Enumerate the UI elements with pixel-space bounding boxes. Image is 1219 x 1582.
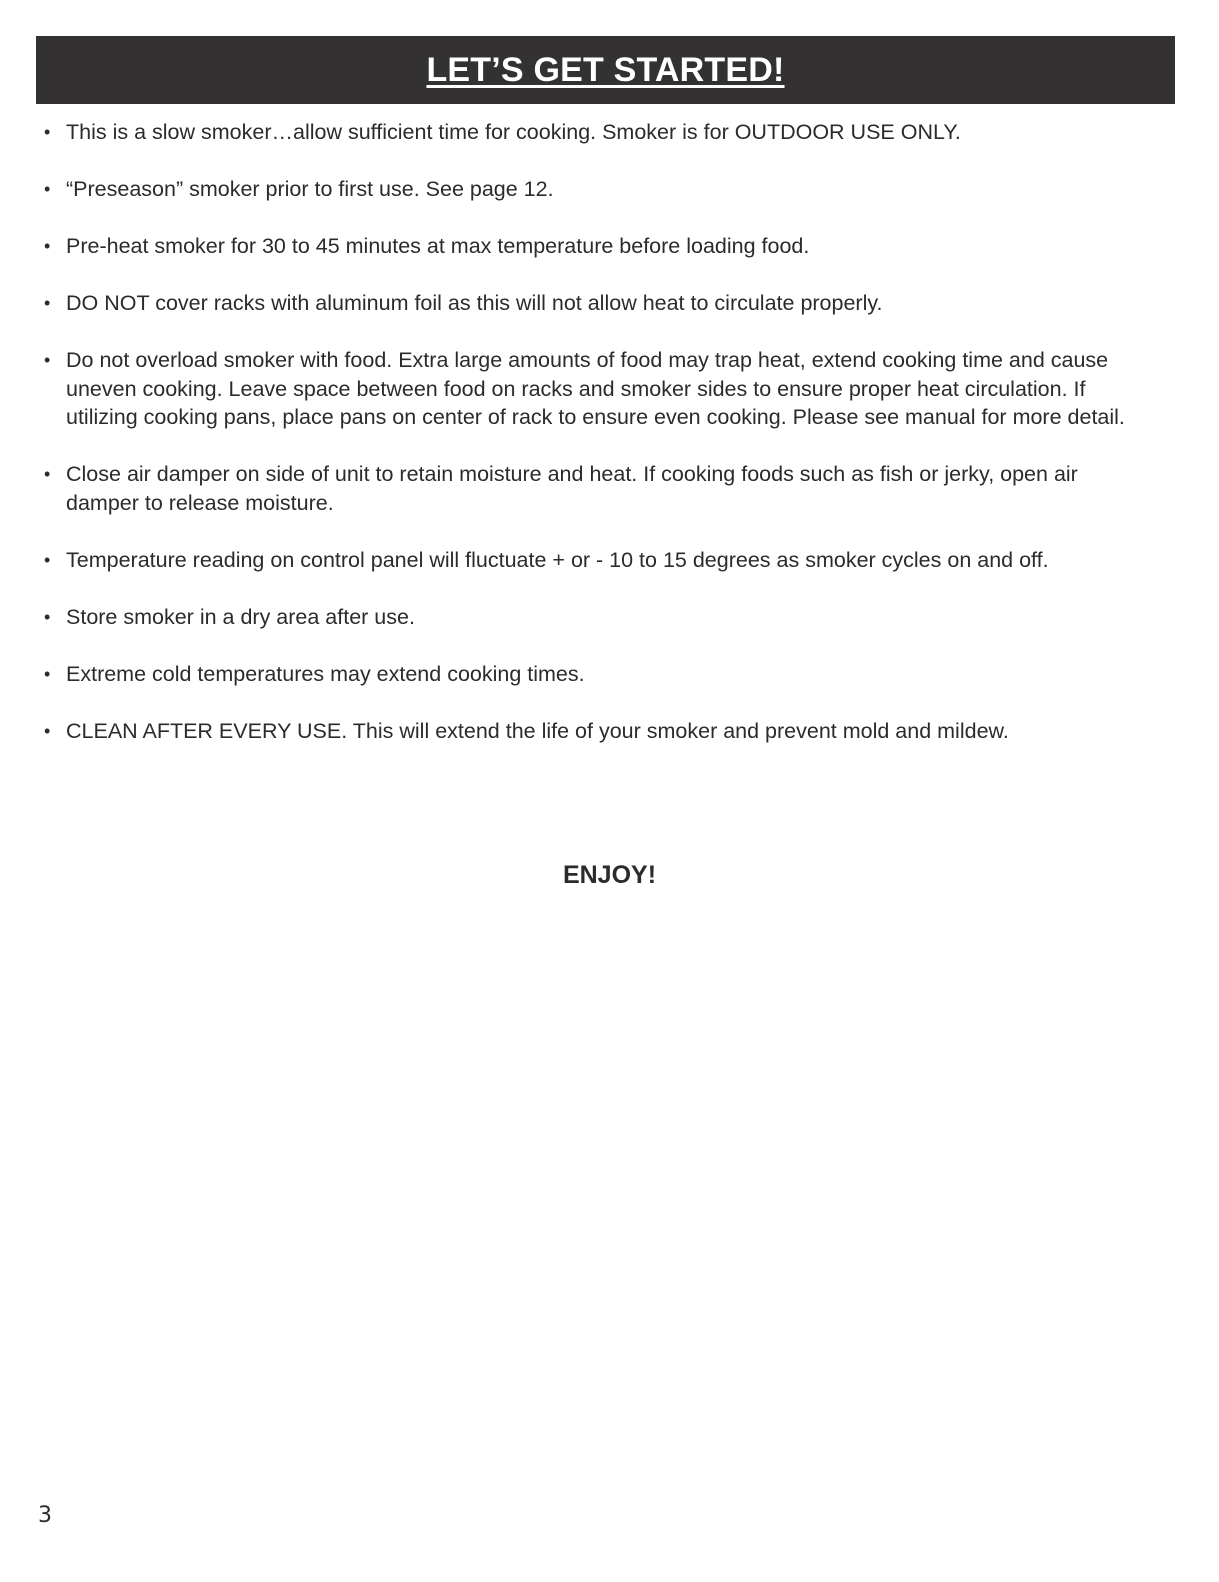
page-title: LET’S GET STARTED! (426, 50, 785, 89)
bullet-icon: • (44, 122, 51, 142)
bullet-icon: • (44, 293, 51, 313)
list-item (44, 603, 1144, 632)
bullet-icon: • (44, 236, 51, 256)
list-item (44, 546, 1144, 575)
list-item-text: Do not overload smoker with food. Extra large amounts of food may trap heat, extend cooking time and cause uneven cooking. Leave space between food on racks and smoker sides to ensure proper heat circulation. If utilizing cooking pans, place pans on center of rack to ensure even cooking. Please see manual for more detail. (66, 348, 1125, 429)
list-item (44, 460, 1144, 517)
list-item-text: Temperature reading on control panel will fluctuate + or - 10 to 15 degrees as smoker cycles on and off. (66, 547, 1049, 572)
list-item (44, 346, 1144, 432)
list-item-text: CLEAN AFTER EVERY USE. This will extend the life of your smoker and prevent mold and mildew. (66, 718, 1009, 743)
list-item-text: “Preseason” smoker prior to first use. See page 12. (66, 177, 554, 201)
list-item (44, 175, 1144, 204)
list-item-text: This is a slow smoker…allow sufficient time for cooking. Smoker is for OUTDOOR USE ONLY. (66, 120, 961, 144)
list-item (44, 660, 1144, 689)
list-item (44, 717, 1144, 746)
closing-text: ENJOY! (562, 861, 657, 889)
bullet-icon: • (44, 179, 51, 199)
page-number: 3 (38, 1503, 52, 1528)
instructions-list (44, 118, 1144, 774)
bullet-icon: • (44, 606, 51, 627)
bullet-icon: • (44, 663, 51, 684)
list-item-text: Close air damper on side of unit to retain moisture and heat. If cooking foods such as fish or jerky, open air damper to release moisture. (66, 462, 1078, 515)
bullet-icon: • (44, 350, 51, 370)
bullet-icon: • (44, 464, 51, 484)
list-item-text: Extreme cold temperatures may extend cooking times. (66, 661, 585, 686)
bullet-icon: • (44, 549, 51, 570)
list-item-text: Store smoker in a dry area after use. (66, 604, 415, 629)
list-item (44, 118, 1144, 147)
bullet-icon: • (44, 720, 51, 741)
header-bar (36, 36, 1175, 104)
list-item-text: DO NOT cover racks with aluminum foil as this will not allow heat to circulate properly. (66, 291, 883, 315)
list-item (44, 232, 1144, 261)
list-item (44, 289, 1144, 318)
list-item-text: Pre-heat smoker for 30 to 45 minutes at max temperature before loading food. (66, 234, 810, 258)
